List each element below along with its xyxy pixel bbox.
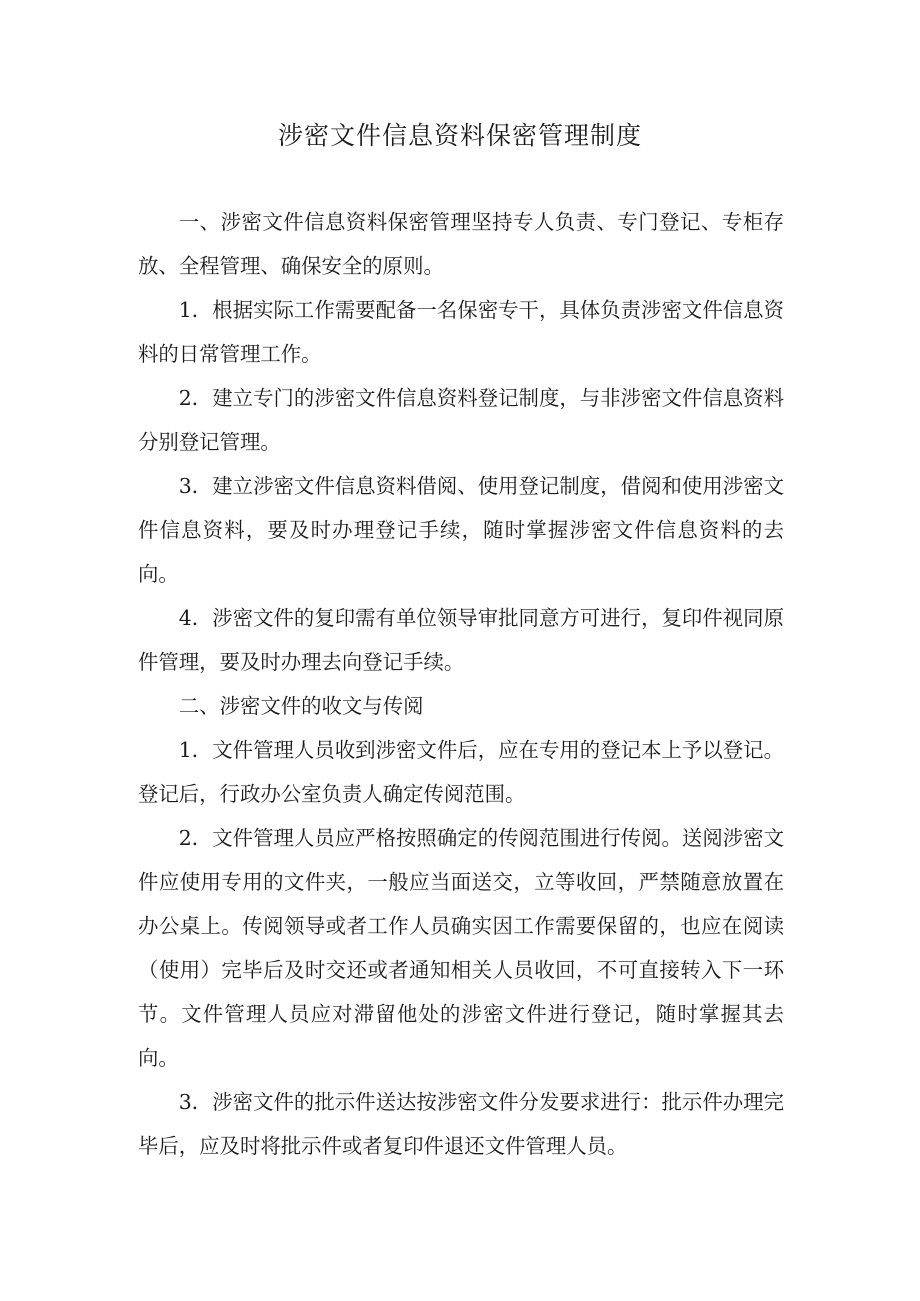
paragraph-item-4: 4．涉密文件的复印需有单位领导审批同意方可进行，复印件视同原件管理，要及时办理去向登记手续。 bbox=[138, 606, 784, 674]
paragraph-principle: 一、涉密文件信息资料保密管理坚持专人负责、专门登记、专柜存放、全程管理、确保安全的原则。 bbox=[138, 210, 784, 278]
paragraph-section2-item-3: 3．涉密文件的批示件送达按涉密文件分发要求进行：批示件办理完毕后，应及时将批示件或者复印件退还文件管理人员。 bbox=[138, 1090, 784, 1158]
document-body bbox=[138, 200, 784, 1168]
paragraph-item-2: 2．建立专门的涉密文件信息资料登记制度，与非涉密文件信息资料分别登记管理。 bbox=[138, 386, 784, 454]
section-heading-2: 二、涉密文件的收文与传阅 bbox=[178, 694, 424, 718]
paragraph-section2-item-1: 1．文件管理人员收到涉密文件后，应在专用的登记本上予以登记。登记后，行政办公室负责人确定传阅范围。 bbox=[138, 738, 784, 806]
paragraph-section2-item-2: 2．文件管理人员应严格按照确定的传阅范围进行传阅。送阅涉密文件应使用专用的文件夹，一般应当面送交，立等收回，严禁随意放置在办公桌上。传阅领导或者工作人员确实因工作需要保留的，也应在阅读（使用）完毕后及时交还或者通知相关人员收回，不可直接转入下一环节。文件管理人员应对滞留他处的涉密文件进行登记，随时掌握其去向。 bbox=[138, 826, 784, 1070]
document-title: 涉密文件信息资料保密管理制度 bbox=[277, 121, 642, 150]
paragraph-item-3: 3．建立涉密文件信息资料借阅、使用登记制度，借阅和使用涉密文件信息资料，要及时办理登记手续，随时掌握涉密文件信息资料的去向。 bbox=[138, 474, 784, 586]
paragraph-item-1: 1．根据实际工作需要配备一名保密专干，具体负责涉密文件信息资料的日常管理工作。 bbox=[138, 298, 784, 366]
